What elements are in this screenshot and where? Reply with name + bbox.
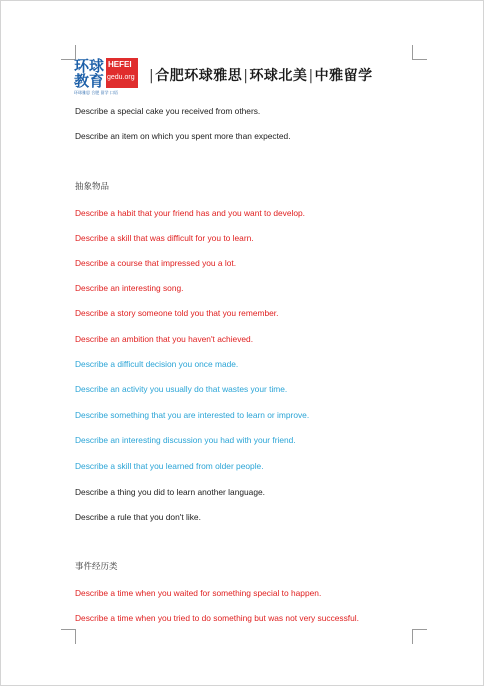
logo-mark [74, 59, 104, 89]
topic-item: Describe an activity you usually do that wastes your time. [75, 384, 288, 394]
topic-item: Describe something that you are interested to learn or improve. [75, 410, 310, 420]
crop-mark-bottom-left [61, 629, 76, 644]
section-heading-abstract: 抽象物品 [75, 182, 110, 192]
logo-separator: | [308, 68, 314, 84]
topic-item: Describe a time when you waited for something special to happen. [75, 588, 322, 598]
logo-badge [106, 58, 138, 88]
topic-item: Describe a skill that was difficult for you to learn. [75, 233, 254, 243]
topic-item: Describe a habit that your friend has and you want to develop. [75, 208, 305, 218]
topic-item: Describe a story someone told you that you remember. [75, 308, 279, 318]
logo-separator: | [243, 68, 249, 84]
logo-text-line1: 环球 [74, 57, 105, 75]
logo-separator: | [149, 68, 155, 84]
logo-badge-city: HEFEI [108, 60, 132, 69]
logo-title [148, 67, 373, 85]
topic-item: Describe a course that impressed you a lot. [75, 258, 237, 268]
topic-item: Describe a difficult decision you once made. [75, 359, 239, 369]
topic-item: Describe a time when you tried to do something but was not very successful. [75, 613, 359, 623]
logo-title-part-3: 中雅留学 [314, 68, 373, 84]
logo-text-line2: 教育 [74, 72, 105, 90]
topic-item: Describe a skill that you learned from older people. [75, 461, 264, 471]
header-logo [74, 57, 419, 97]
topic-item: Describe an item on which you spent more than expected. [75, 131, 291, 141]
topic-item: Describe an interesting song. [75, 283, 184, 293]
logo-subtitle: 环球雅思 合肥 留学 口语 [74, 90, 118, 95]
topic-item: Describe an ambition that you haven't achieved. [75, 334, 254, 344]
topic-item: Describe a rule that you don't like. [75, 512, 201, 522]
section-heading-events: 事件经历类 [75, 562, 118, 572]
logo-title-part-2: 环球北美 [249, 68, 308, 84]
crop-mark-bottom-right [412, 629, 427, 644]
logo-badge-domain: gedu.org [107, 74, 135, 81]
topic-item: Describe a special cake you received from others. [75, 106, 261, 116]
topic-item: Describe an interesting discussion you had with your friend. [75, 435, 296, 445]
topic-item: Describe a thing you did to learn another language. [75, 487, 265, 497]
logo-title-part-1: 合肥环球雅思 [155, 68, 243, 84]
